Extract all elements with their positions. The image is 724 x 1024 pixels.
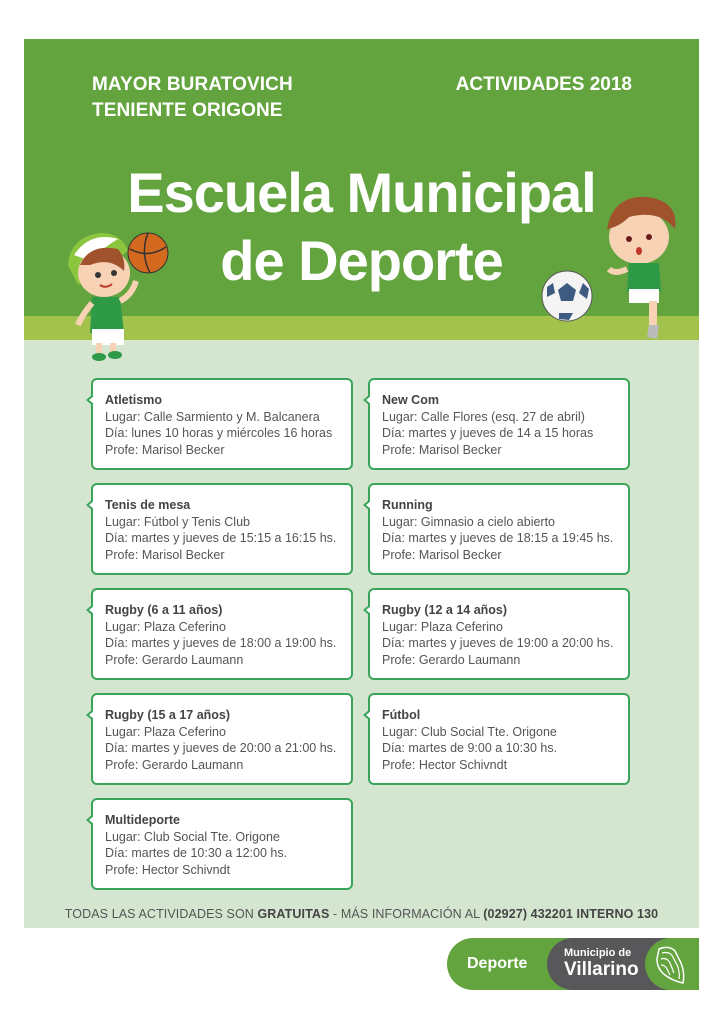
activity-schedule: Día: martes y jueves de 19:00 a 20:00 hs.	[382, 636, 614, 650]
locations	[92, 72, 293, 124]
footer-text-c: - MÁS INFORMACIÓN AL	[329, 907, 484, 921]
activity-name: Running	[382, 498, 433, 512]
title-line-2: de Deporte	[220, 229, 503, 292]
activity-place: Lugar: Plaza Ceferino	[105, 619, 226, 634]
activity-place: Lugar: Club Social Tte. Origone	[105, 829, 280, 844]
footer-phone: (02927) 432201 INTERNO 130	[483, 907, 659, 921]
activity-schedule: Día: martes y jueves de 14 a 15 horas	[382, 426, 594, 440]
footer-info	[24, 907, 699, 921]
activity-schedule: Día: lunes 10 horas y miércoles 16 horas	[105, 426, 333, 440]
kid-soccer-illustration	[529, 179, 679, 339]
activity-place: Lugar: Calle Flores (esq. 27 de abril)	[382, 409, 585, 424]
activity-schedule: Día: martes de 10:30 a 12:00 hs.	[105, 846, 288, 860]
location-line-1: MAYOR BURATOVICH	[92, 74, 293, 95]
activity-card	[91, 378, 353, 470]
activity-card	[368, 693, 630, 785]
activity-name: Fútbol	[382, 708, 421, 722]
footer-free-label: GRATUITAS	[257, 907, 330, 921]
activity-teacher: Profe: Marisol Becker	[105, 442, 225, 457]
activity-name: Atletismo	[105, 393, 162, 407]
activity-schedule: Día: martes y jueves de 18:00 a 19:00 hs.	[105, 636, 337, 650]
brand-org-line-1: Municipio de	[564, 947, 632, 959]
brand-logo	[447, 938, 699, 990]
activity-card	[368, 378, 630, 470]
activity-name: New Com	[382, 393, 439, 407]
activity-teacher: Profe: Hector Schivndt	[105, 862, 231, 877]
brand-org-line-2: Villarino	[564, 959, 639, 980]
activity-schedule: Día: martes y jueves de 18:15 a 19:45 hs.	[382, 531, 614, 545]
title-line-1: Escuela Municipal	[127, 161, 596, 224]
activity-teacher: Profe: Gerardo Laumann	[105, 757, 244, 772]
activity-teacher: Profe: Gerardo Laumann	[105, 652, 244, 667]
activity-name: Tenis de mesa	[105, 498, 191, 512]
activity-card	[91, 798, 353, 890]
year-label: ACTIVIDADES 2018	[455, 74, 632, 95]
activity-teacher: Profe: Marisol Becker	[382, 547, 502, 562]
activity-place: Lugar: Club Social Tte. Origone	[382, 724, 557, 739]
brand-section-label: Deporte	[467, 955, 528, 972]
activity-place: Lugar: Fútbol y Tenis Club	[105, 514, 250, 529]
activity-name: Rugby (15 a 17 años)	[105, 708, 231, 722]
activity-card	[91, 693, 353, 785]
activity-schedule: Día: martes y jueves de 15:15 a 16:15 hs.	[105, 531, 337, 545]
activity-schedule: Día: martes de 9:00 a 10:30 hs.	[382, 741, 558, 755]
activity-teacher: Profe: Hector Schivndt	[382, 757, 508, 772]
activity-card	[91, 483, 353, 575]
villarino-map-icon	[653, 945, 687, 985]
activity-card	[368, 588, 630, 680]
activity-card	[368, 483, 630, 575]
activity-place: Lugar: Calle Sarmiento y M. Balcanera	[105, 409, 320, 424]
activity-name: Rugby (6 a 11 años)	[105, 603, 223, 617]
activity-name: Multideporte	[105, 813, 180, 827]
activity-place: Lugar: Plaza Ceferino	[382, 619, 503, 634]
activity-teacher: Profe: Marisol Becker	[105, 547, 225, 562]
activity-teacher: Profe: Marisol Becker	[382, 442, 502, 457]
location-line-2: TENIENTE ORIGONE	[92, 100, 283, 121]
activity-schedule: Día: martes y jueves de 20:00 a 21:00 hs.	[105, 741, 337, 755]
activity-card	[91, 588, 353, 680]
poster	[24, 39, 699, 928]
footer-text-a: TODAS LAS ACTIVIDADES SON	[64, 907, 258, 921]
kid-basketball-illustration	[60, 225, 190, 365]
activity-place: Lugar: Gimnasio a cielo abierto	[382, 514, 556, 529]
activity-place: Lugar: Plaza Ceferino	[105, 724, 226, 739]
activity-name: Rugby (12 a 14 años)	[382, 603, 508, 617]
activity-teacher: Profe: Gerardo Laumann	[382, 652, 521, 667]
